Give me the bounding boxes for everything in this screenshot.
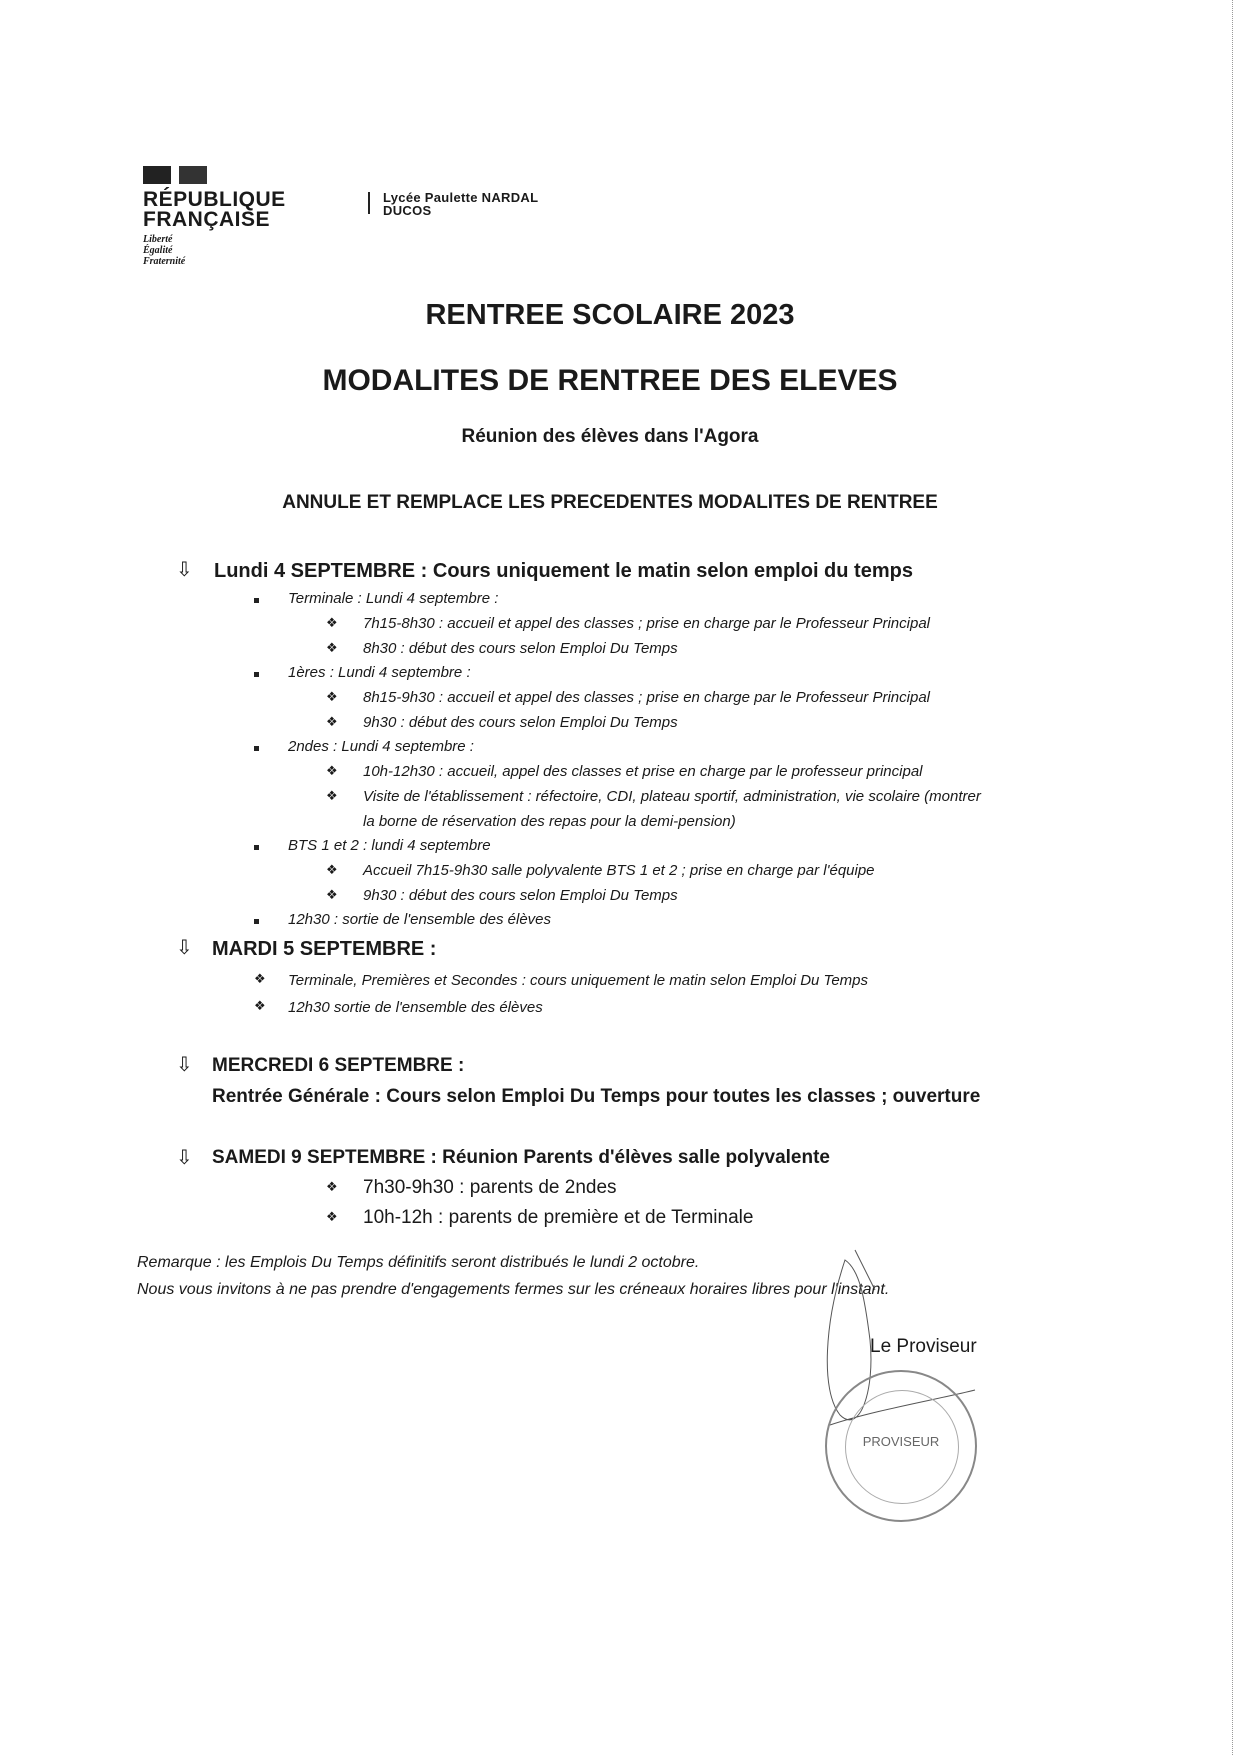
lycee-name: Lycée Paulette NARDAL — [383, 190, 539, 205]
lundi-sortie: 12h30 : sortie de l'ensemble des élèves — [288, 911, 552, 928]
mardi-item-1: Terminale, Premières et Secondes : cours uniquement le matin selon Emploi Du Temps — [288, 972, 869, 989]
remarque-line-2: Nous vous invitons à ne pas prendre d'engagements fermes sur les créneaux horaires libres pour l'instant. — [137, 1281, 890, 1298]
diamond-cluster-icon: ❖ — [326, 888, 338, 903]
lundi-heading — [214, 560, 913, 583]
stamp-center-text: PROVISEUR — [862, 1434, 940, 1449]
republique-line1: RÉPUBLIQUE — [143, 188, 286, 211]
diamond-cluster-icon: ❖ — [254, 972, 266, 987]
secondes-label: 2ndes : Lundi 4 septembre : — [288, 738, 474, 755]
square-bullet-icon — [254, 598, 259, 603]
lundi-heading-text: Lundi 4 SEPTEMBRE : Cours uniquement le matin selon emploi du temps — [214, 560, 913, 582]
republique-francaise-logo — [143, 190, 286, 230]
page-subtitle: MODALITES DE RENTREE DES ELEVES — [322, 364, 898, 397]
proviseur-title: Le Proviseur — [870, 1336, 977, 1357]
annule-line: ANNULE ET REMPLACE LES PRECEDENTES MODALITES DE RENTREE — [282, 492, 938, 513]
square-bullet-icon — [254, 746, 259, 751]
diamond-cluster-icon: ❖ — [326, 616, 338, 631]
square-bullet-icon — [254, 845, 259, 850]
diamond-cluster-icon: ❖ — [326, 1180, 338, 1195]
diamond-cluster-icon: ❖ — [326, 715, 338, 730]
mardi-heading: MARDI 5 SEPTEMBRE : — [212, 938, 437, 960]
lycee-block — [383, 191, 538, 217]
lycee-city: DUCOS — [383, 203, 432, 218]
square-bullet-icon — [254, 919, 259, 924]
square-bullet-icon — [254, 672, 259, 677]
samedi-item-2: 10h-12h : parents de première et de Terminale — [363, 1207, 754, 1228]
remarque-line-1: Remarque : les Emplois Du Temps définitifs seront distribués le lundi 2 octobre. — [137, 1254, 700, 1271]
terminale-item-1: 7h15-8h30 : accueil et appel des classes ; prise en charge par le Professeur Principal — [363, 615, 930, 632]
terminale-label: Terminale : Lundi 4 septembre : — [288, 590, 499, 607]
samedi-item-1: 7h30-9h30 : parents de 2ndes — [363, 1177, 617, 1198]
premieres-item-2: 9h30 : début des cours selon Emploi Du Temps — [363, 714, 678, 731]
premieres-label: 1ères : Lundi 4 septembre : — [288, 664, 471, 681]
secondes-item-2a: Visite de l'établissement : réfectoire, CDI, plateau sportif, administration, vie scolaire (montrer — [363, 788, 981, 805]
secondes-item-1: 10h-12h30 : accueil, appel des classes et prise en charge par le professeur principal — [363, 763, 923, 780]
samedi-heading: SAMEDI 9 SEPTEMBRE : Réunion Parents d'élèves salle polyvalente — [212, 1147, 830, 1168]
mercredi-line: Rentrée Générale : Cours selon Emploi Du Temps pour toutes les classes ; ouverture — [212, 1086, 981, 1107]
motto-egalite: Égalité — [143, 245, 173, 256]
diamond-cluster-icon: ❖ — [326, 690, 338, 705]
school-stamp — [825, 1370, 977, 1522]
reunion-line: Réunion des élèves dans l'Agora — [461, 426, 759, 447]
motto — [143, 234, 185, 267]
diamond-cluster-icon: ❖ — [326, 764, 338, 779]
arrow-down-icon: ⇩ — [176, 557, 193, 581]
secondes-item-2b: la borne de réservation des repas pour la demi-pension) — [363, 813, 736, 830]
diamond-cluster-icon: ❖ — [326, 1210, 338, 1225]
mardi-item-2: 12h30 sortie de l'ensemble des élèves — [288, 999, 543, 1016]
bts-label: BTS 1 et 2 : lundi 4 septembre — [288, 837, 491, 854]
mercredi-heading: MERCREDI 6 SEPTEMBRE : — [212, 1055, 465, 1076]
bts-item-2: 9h30 : début des cours selon Emploi Du Temps — [363, 887, 678, 904]
premieres-item-1: 8h15-9h30 : accueil et appel des classes ; prise en charge par le Professeur Principal — [363, 689, 930, 706]
scan-edge — [1230, 0, 1233, 1755]
arrow-down-icon: ⇩ — [176, 935, 193, 959]
diamond-cluster-icon: ❖ — [326, 863, 338, 878]
republique-line2: FRANÇAISE — [143, 208, 271, 231]
terminale-item-2: 8h30 : début des cours selon Emploi Du Temps — [363, 640, 678, 657]
page-title: RENTREE SCOLAIRE 2023 — [425, 299, 795, 331]
marianne-logo-icon — [143, 166, 207, 184]
motto-liberte: Liberté — [143, 234, 173, 245]
diamond-cluster-icon: ❖ — [326, 789, 338, 804]
diamond-cluster-icon: ❖ — [326, 641, 338, 656]
diamond-cluster-icon: ❖ — [254, 999, 266, 1014]
bts-item-1: Accueil 7h15-9h30 salle polyvalente BTS 1 et 2 ; prise en charge par l'équipe — [363, 862, 875, 879]
header-divider — [368, 192, 370, 214]
arrow-down-icon: ⇩ — [176, 1052, 193, 1076]
motto-fraternite: Fraternité — [143, 256, 186, 267]
arrow-down-icon: ⇩ — [176, 1145, 193, 1169]
